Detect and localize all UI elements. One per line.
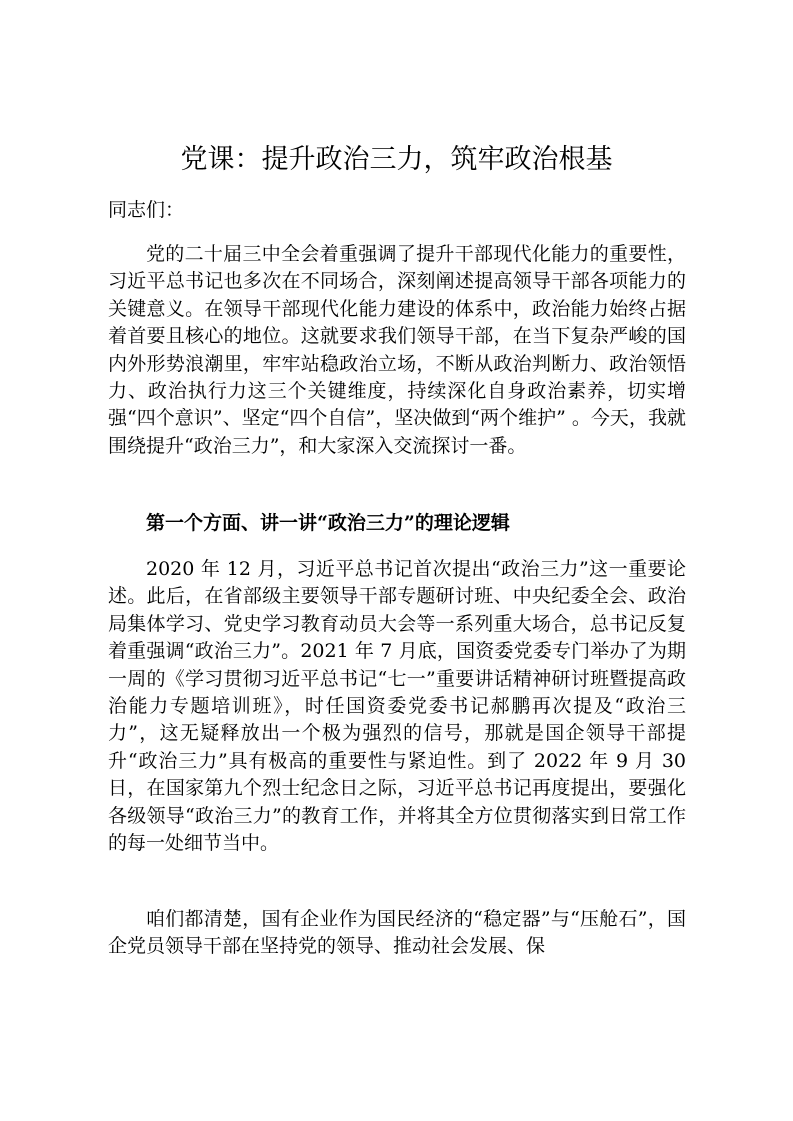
paragraph-soe: 咱们都清楚，国有企业作为国民经济的“稳定器”与“压舱石”，国企党员领导干部在坚持党的领导、推动社会发展、保	[108, 908, 686, 958]
section-heading: 第一个方面、讲一讲“政治三力”的理论逻辑	[146, 512, 510, 534]
salutation: 同志们：	[108, 199, 185, 221]
document-title: 党课：提升政治三力，筑牢政治根基	[180, 144, 613, 175]
paragraph-intro: 党的二十届三中全会着重强调了提升干部现代化能力的重要性，习近平总书记也多次在不同场合，深刻阐述提高领导干部各项能力的关键意义。在领导干部现代化能力建设的体系中，政治能力始终占据着首要且核心的地位。这就要求我们领导干部，在当下复杂严峻的国内外形势浪潮里，牢牢站稳政治立场，不断从政治判断力、政治领悟力、政治执行力这三个关键维度，持续深化自身政治素养，切实增强“四个意识”、坚定“四个自信”，坚决做到“两个维护” 。今天，我就围绕提升“政治三力”，和大家深入交流探讨一番。	[108, 243, 686, 457]
paragraph-history: 2020 年 12 月，习近平总书记首次提出“政治三力”这一重要论述。此后，在省部级主要领导干部专题研讨班、中央纪委全会、政治局集体学习、党史学习教育动员大会等一系列重大场合，总书记反复着重强调“政治三力”。2021 年 7 月底，国资委党委专门举办了为期一周的《学习贯彻习近平总书记“七一”重要讲话精神研讨班暨提高政治能力专题培训班》，时任国资委党委书记郝鹏再次提及“政治三力”，这无疑释放出一个极为强烈的信号，那就是国企领导干部提升“政治三力”具有极高的重要性与紧迫性。到了 2022 年 9 月 30 日，在国家第九个烈士纪念日之际，习近平总书记再度提出，要强化各级领导“政治三力”的教育工作，并将其全方位贯彻落实到日常工作的每一处细节当中。	[108, 558, 686, 855]
